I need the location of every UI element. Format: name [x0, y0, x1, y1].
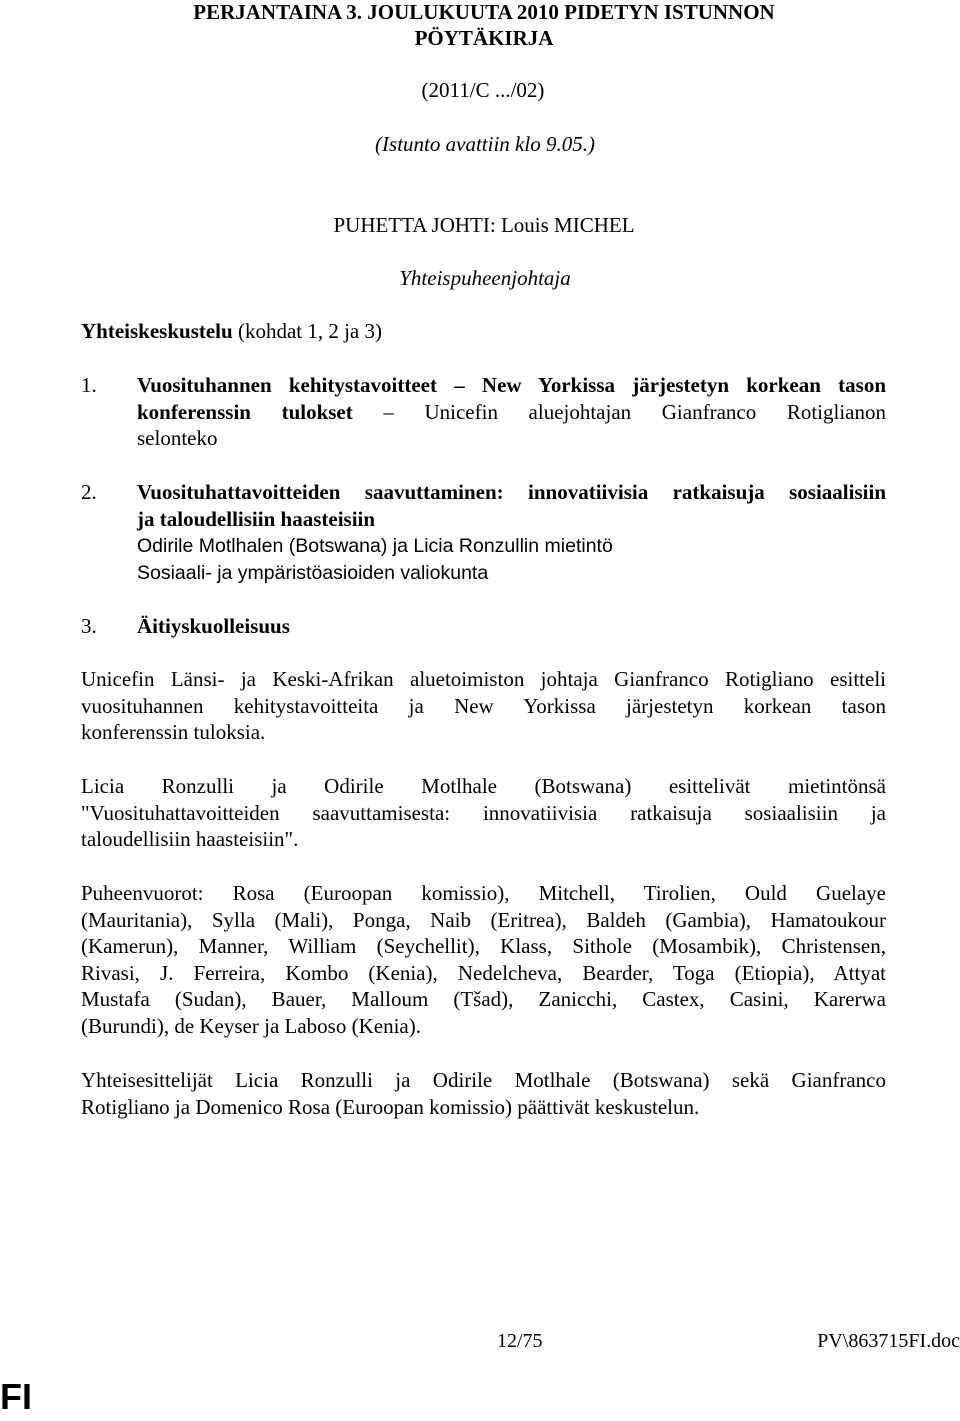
item-3-number: 3. [81, 614, 97, 638]
chair-line: PUHETTA JOHTI: Louis MICHEL [333, 213, 635, 237]
paragraph-1-line3: konferenssin tuloksia. [81, 720, 266, 744]
item-2-committee: Sosiaali- ja ympäristöasioiden valiokunta [137, 562, 489, 584]
paragraph-3-line5: Mustafa (Sudan), Bauer, Malloum (Tšad), Zanicchi, Castex, Casini, Karerwa [81, 987, 886, 1011]
item-1-title-line2-bold: konferenssin tulokset [137, 400, 353, 424]
paragraph-3-line3: (Kamerun), Manner, William (Seychellit), Klass, Sithole (Mosambik), Christensen, [81, 934, 886, 958]
item-1-dash: – [352, 400, 425, 424]
item-3-title: Äitiyskuolleisuus [137, 614, 290, 638]
paragraph-1-line1: Unicefin Länsi- ja Keski-Afrikan aluetoimiston johtaja Gianfranco Rotigliano esitteli [81, 667, 886, 691]
document-reference: (2011/C .../02) [421, 78, 545, 102]
paragraph-1-line2: vuosituhannen kehitystavoitteita ja New Yorkissa järjestetyn korkean tason [81, 694, 886, 718]
paragraph-3-line2: (Mauritania), Sylla (Mali), Ponga, Naib (Eritrea), Baldeh (Gambia), Hamatoukour [81, 908, 886, 932]
item-1-title-line3: selonteko [137, 426, 218, 450]
paragraph-3-line1: Puheenvuorot: Rosa (Euroopan komissio), Mitchell, Tirolien, Ould Guelaye [81, 881, 886, 905]
paragraph-2-line3: taloudellisiin haasteisiin". [81, 827, 299, 851]
paragraph-3-line6: (Burundi), de Keyser ja Laboso (Kenia). [81, 1014, 421, 1038]
paragraph-2-line1: Licia Ronzulli ja Odirile Motlhale (Botswana) esittelivät mietintönsä [81, 774, 886, 798]
joint-debate-heading-rest: (kohdat 1, 2 ja 3) [232, 319, 382, 343]
item-2-title-line1: Vuosituhattavoitteiden saavuttaminen: innovatiivisia ratkaisuja sosiaalisiin [137, 480, 886, 504]
document-file-reference: PV\863715FI.doc [817, 1330, 960, 1352]
joint-debate-heading-bold: Yhteiskeskustelu [81, 319, 233, 343]
page-number: 12/75 [497, 1330, 543, 1352]
paragraph-2-line2: "Vuosituhattavoitteiden saavuttamisesta: innovatiivisia ratkaisuja sosiaalisiin ja [81, 801, 886, 825]
page-title-line1: PERJANTAINA 3. JOULUKUUTA 2010 PIDETYN ISTUNNON [193, 0, 775, 24]
paragraph-3-line4: Rivasi, J. Ferreira, Kombo (Kenia), Nedelcheva, Bearder, Toga (Etiopia), Attyat [81, 961, 886, 985]
paragraph-4-line2: Rotigliano ja Domenico Rosa (Euroopan komissio) päättivät keskustelun. [81, 1095, 700, 1119]
item-1-number: 1. [81, 373, 97, 397]
item-1-title-line2 [137, 399, 886, 426]
page-title-line2: PÖYTÄKIRJA [414, 26, 554, 50]
item-1-title-line2-rest: Unicefin aluejohtajan Gianfranco Rotiglianon [424, 400, 886, 424]
language-code: FI [0, 1376, 32, 1417]
opening-note: (Istunto avattiin klo 9.05.) [375, 132, 595, 156]
item-2-rapporteurs: Odirile Motlhalen (Botswana) ja Licia Ronzullin mietintö [137, 535, 613, 557]
joint-debate-heading [81, 318, 382, 345]
item-1-title-line1: Vuosituhannen kehitystavoitteet – New Yorkissa järjestetyn korkean tason [137, 373, 886, 397]
paragraph-4-line1: Yhteisesittelijät Licia Ronzulli ja Odirile Motlhale (Botswana) sekä Gianfranco [81, 1068, 886, 1092]
item-2-number: 2. [81, 480, 97, 504]
item-2-title-line2: ja taloudellisiin haasteisiin [137, 507, 376, 531]
chair-role: Yhteispuheenjohtaja [399, 266, 571, 290]
